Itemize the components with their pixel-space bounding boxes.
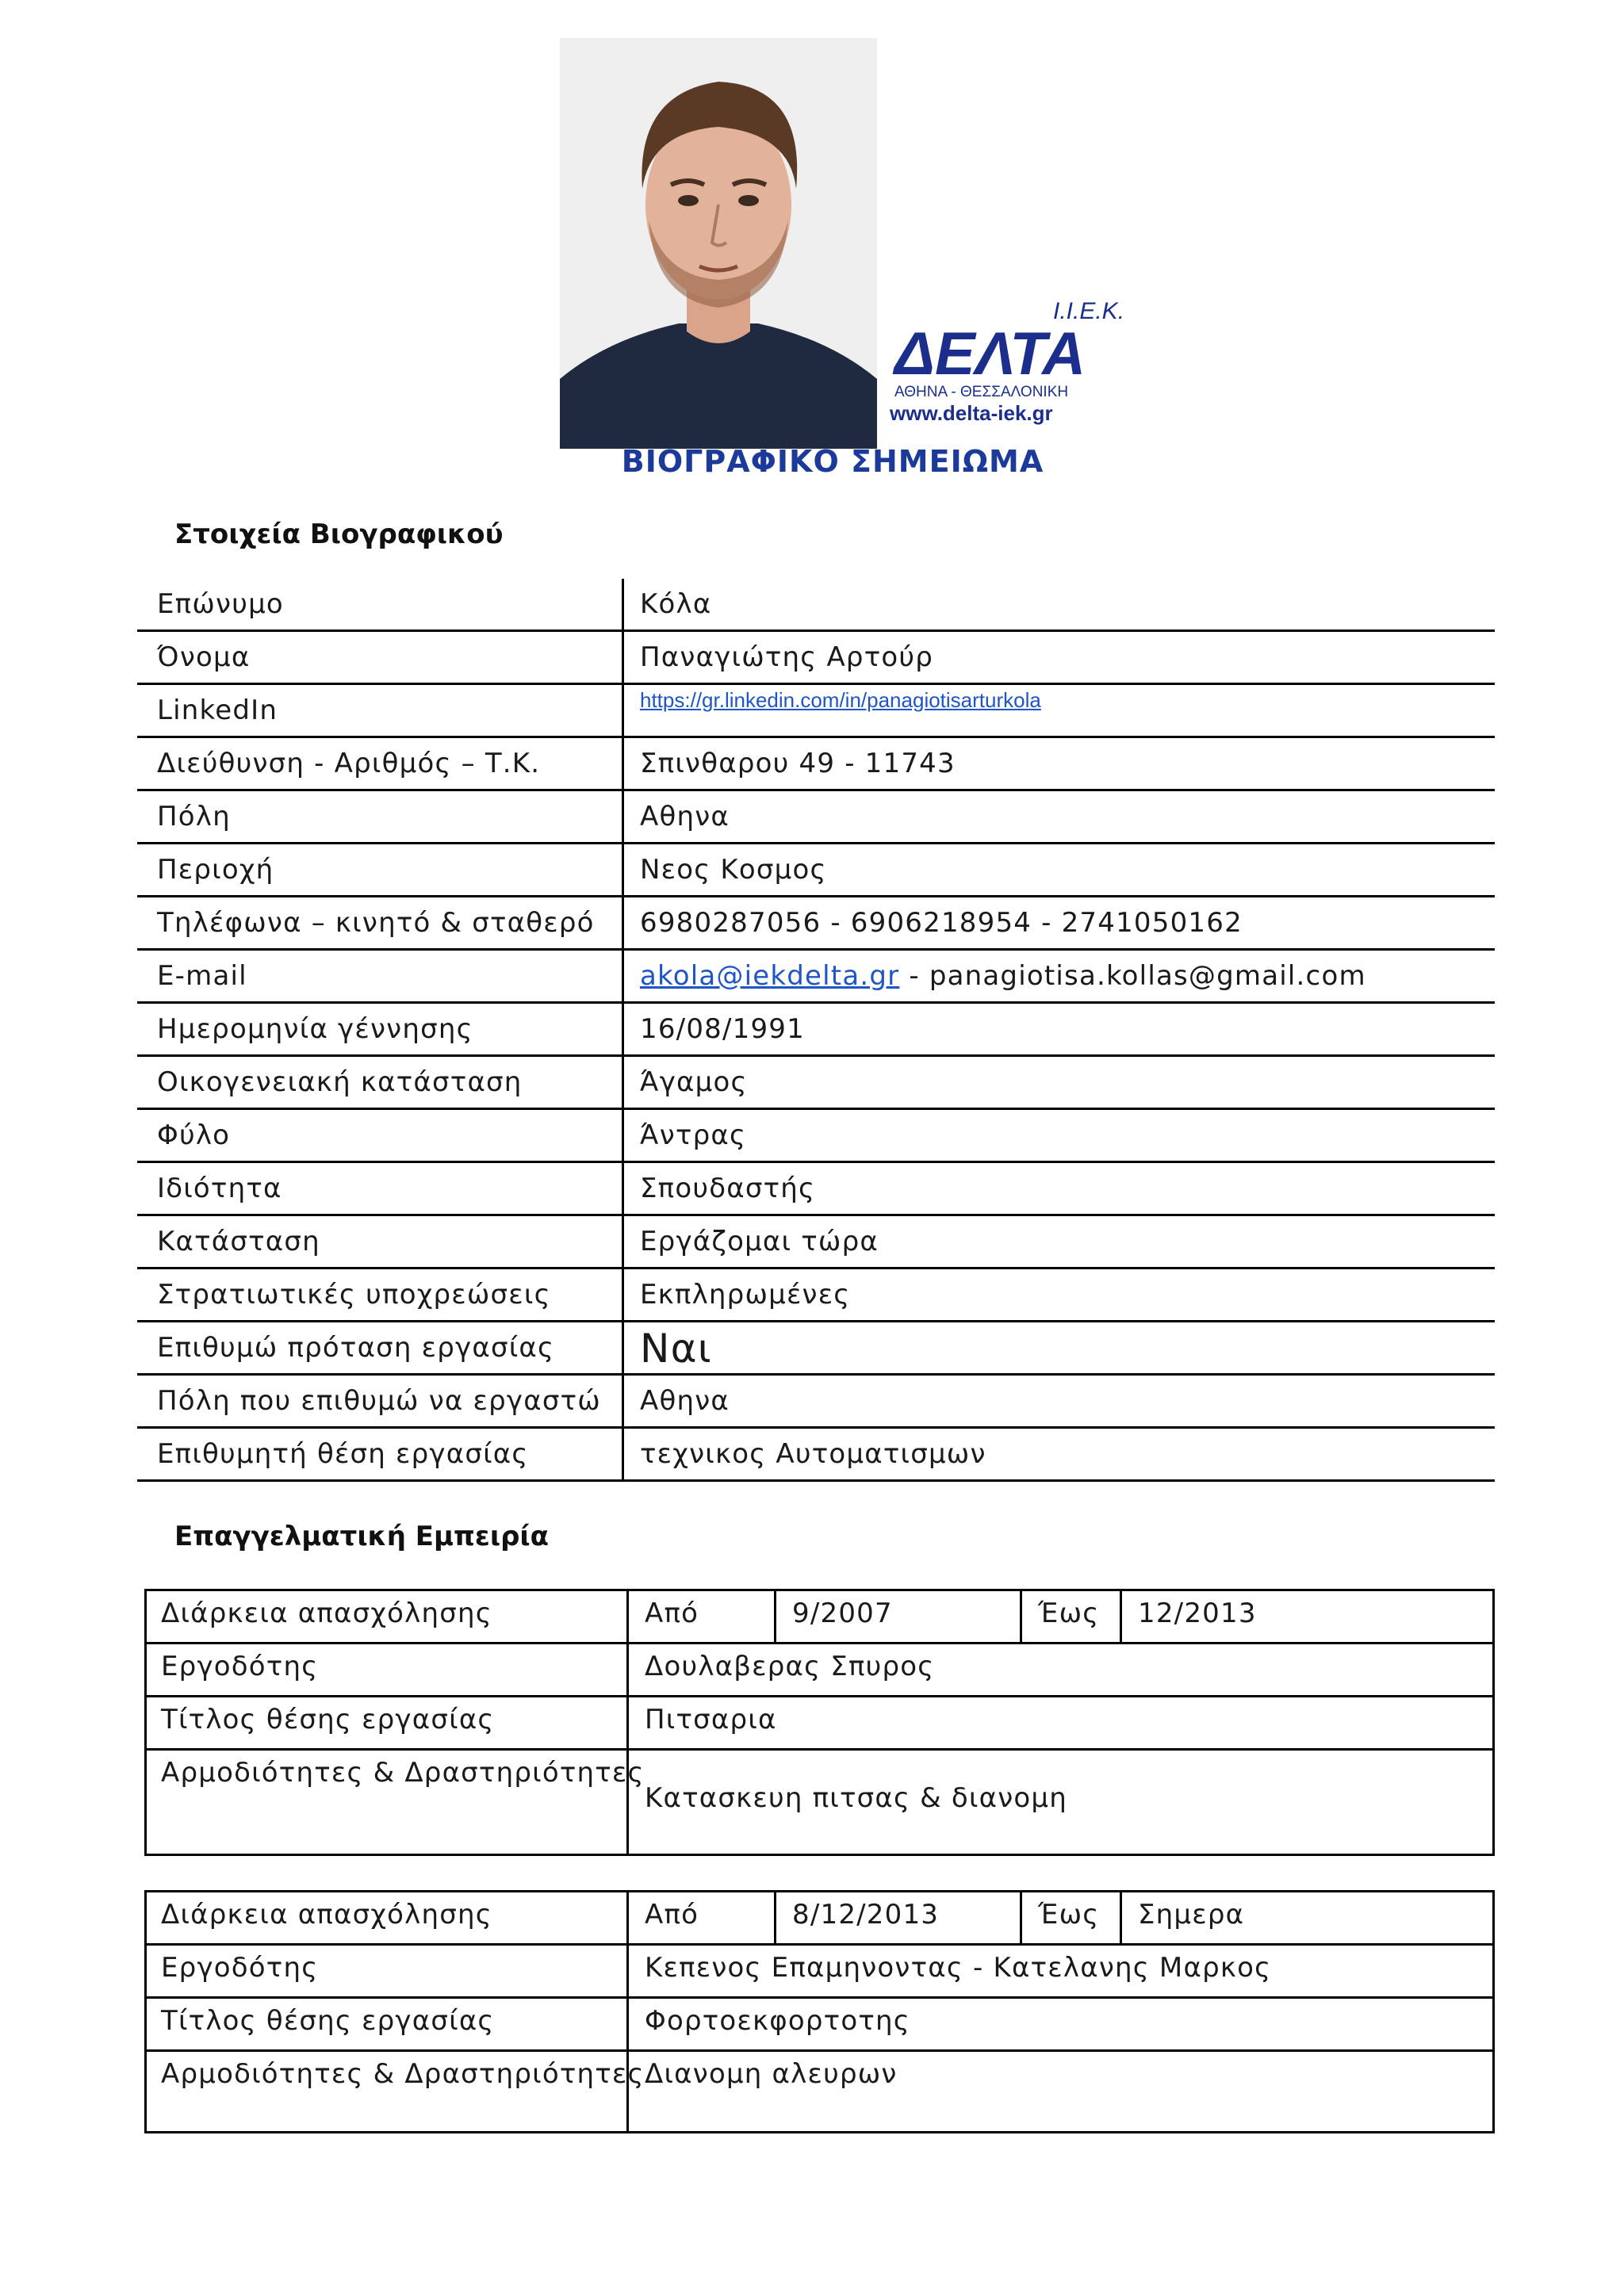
employer-label: Εργοδότης <box>147 1644 629 1695</box>
table-row <box>137 1269 1495 1322</box>
from-label: Από <box>629 1591 776 1642</box>
from-value: 8/12/2013 <box>776 1892 1022 1943</box>
table-row <box>147 2052 1492 2131</box>
from-value: 9/2007 <box>776 1591 1022 1642</box>
table-row <box>137 1057 1495 1110</box>
logo-iek-text: I.I.E.K. <box>1053 298 1125 324</box>
job-title-value: Φορτοεκφορτοτης <box>645 2005 910 2037</box>
table-row <box>147 1999 1492 2052</box>
table-row <box>137 685 1495 738</box>
row-value: Άντρας <box>640 1119 747 1151</box>
row-label: Φύλο <box>137 1110 624 1161</box>
profile-photo <box>560 38 877 449</box>
duties-value: Κατασκευη πιτσας & διανομη <box>645 1782 1067 1814</box>
job-table-1 <box>144 1589 1495 1856</box>
row-label: Ιδιότητα <box>137 1163 624 1214</box>
row-value: Νεος Κοσμος <box>640 854 827 886</box>
table-row <box>147 1892 1492 1946</box>
table-row <box>137 1429 1495 1482</box>
job-title-label: Τίτλος θέσης εργασίας <box>147 1697 629 1748</box>
email-rest: - panagiotisa.kollas@gmail.com <box>899 960 1366 992</box>
row-value: Άγαμος <box>640 1066 748 1098</box>
row-value <box>624 951 1495 1001</box>
table-row <box>137 738 1495 791</box>
job-table-2 <box>144 1890 1495 2133</box>
to-value: Σημερα <box>1138 1899 1245 1931</box>
table-row <box>137 951 1495 1004</box>
logo-cities-text: ΑΘΗΝΑ - ΘΕΣΣΑΛΟΝΙΚΗ <box>894 384 1069 400</box>
from-label: Από <box>629 1892 776 1943</box>
row-label: Όνομα <box>137 632 624 683</box>
row-value: Αθηνα <box>640 1385 730 1417</box>
row-label: Κατάσταση <box>137 1216 624 1267</box>
email-link[interactable]: akola@iekdelta.gr <box>640 960 900 992</box>
table-row <box>137 632 1495 685</box>
table-row <box>147 1591 1492 1644</box>
row-label: E-mail <box>137 951 624 1001</box>
row-label: LinkedIn <box>137 685 624 736</box>
table-row <box>137 1110 1495 1163</box>
job-title-label: Τίτλος θέσης εργασίας <box>147 1999 629 2049</box>
table-row <box>137 1376 1495 1429</box>
row-value: Κόλα <box>640 588 712 620</box>
logo-name-text: ΔΕΛΤΑ <box>894 320 1086 388</box>
table-row <box>137 1004 1495 1057</box>
employer-value: Δουλαβερας Σπυρος <box>645 1651 935 1682</box>
row-value: Εκπληρωμένες <box>640 1279 851 1311</box>
logo-url-text: www.delta-iek.gr <box>890 401 1053 425</box>
row-label: Οικογενειακή κατάσταση <box>137 1057 624 1108</box>
to-label: Έως <box>1022 1892 1122 1943</box>
row-value: Σπουδαστής <box>640 1173 816 1204</box>
table-row <box>147 1644 1492 1697</box>
table-row <box>137 897 1495 951</box>
table-row <box>147 1751 1492 1854</box>
row-value: τεχνικος Αυτοματισμων <box>640 1438 986 1470</box>
to-value: 12/2013 <box>1138 1598 1257 1629</box>
table-row <box>137 791 1495 844</box>
row-value: 6980287056 - 6906218954 - 2741050162 <box>640 907 1243 939</box>
duties-value: Διανομη αλευρων <box>645 2058 898 2090</box>
row-label: Περιοχή <box>137 844 624 895</box>
table-row <box>137 1322 1495 1376</box>
duties-label: Αρμοδιότητες & Δραστηριότητες <box>147 2052 629 2131</box>
row-label: Διεύθυνση - Αριθμός – Τ.Κ. <box>137 738 624 789</box>
job-title-value: Πιτσαρια <box>645 1704 777 1735</box>
table-row <box>137 579 1495 632</box>
row-value: Παναγιώτης Αρτούρ <box>640 641 934 673</box>
employer-label: Εργοδότης <box>147 1946 629 1996</box>
duration-label: Διάρκεια απασχόλησης <box>147 1892 629 1943</box>
row-label: Επιθυμητή θέση εργασίας <box>137 1429 624 1479</box>
document-title: ΒΙΟΓΡΑΦΙΚΟ ΣΗΜΕΙΩΜΑ <box>621 444 1044 479</box>
row-label: Ημερομηνία γέννησης <box>137 1004 624 1054</box>
row-value: Αθηνα <box>640 801 730 832</box>
personal-details-table <box>137 579 1495 1482</box>
duties-label: Αρμοδιότητες & Δραστηριότητες <box>147 1751 629 1854</box>
table-row <box>137 1163 1495 1216</box>
row-value: Σπινθαρου 49 - 11743 <box>640 748 956 779</box>
delta-iek-logo <box>879 277 1125 444</box>
duration-label: Διάρκεια απασχόλησης <box>147 1591 629 1642</box>
table-row <box>137 1216 1495 1269</box>
row-label: Στρατιωτικές υποχρεώσεις <box>137 1269 624 1320</box>
row-label: Πόλη που επιθυμώ να εργαστώ <box>137 1376 624 1426</box>
linkedin-link[interactable]: https://gr.linkedin.com/in/panagiotisarturkola <box>640 688 1041 712</box>
table-row <box>137 844 1495 897</box>
row-value: 16/08/1991 <box>640 1013 805 1045</box>
table-row <box>147 1946 1492 1999</box>
personal-section-heading: Στοιχεία Βιογραφικού <box>174 519 504 550</box>
to-label: Έως <box>1022 1591 1122 1642</box>
row-label: Επιθυμώ πρόταση εργασίας <box>137 1322 624 1373</box>
employer-value: Κεπενος Επαμηνοντας - Κατελανης Μαρκος <box>645 1952 1272 1984</box>
row-label: Πόλη <box>137 791 624 842</box>
experience-section-heading: Επαγγελματική Εμπειρία <box>174 1521 550 1552</box>
table-row <box>147 1697 1492 1751</box>
row-value: Εργάζομαι τώρα <box>640 1226 879 1257</box>
row-label: Τηλέφωνα – κινητό & σταθερό <box>137 897 624 948</box>
row-value: Ναι <box>640 1326 712 1372</box>
row-label: Επώνυμο <box>137 579 624 629</box>
